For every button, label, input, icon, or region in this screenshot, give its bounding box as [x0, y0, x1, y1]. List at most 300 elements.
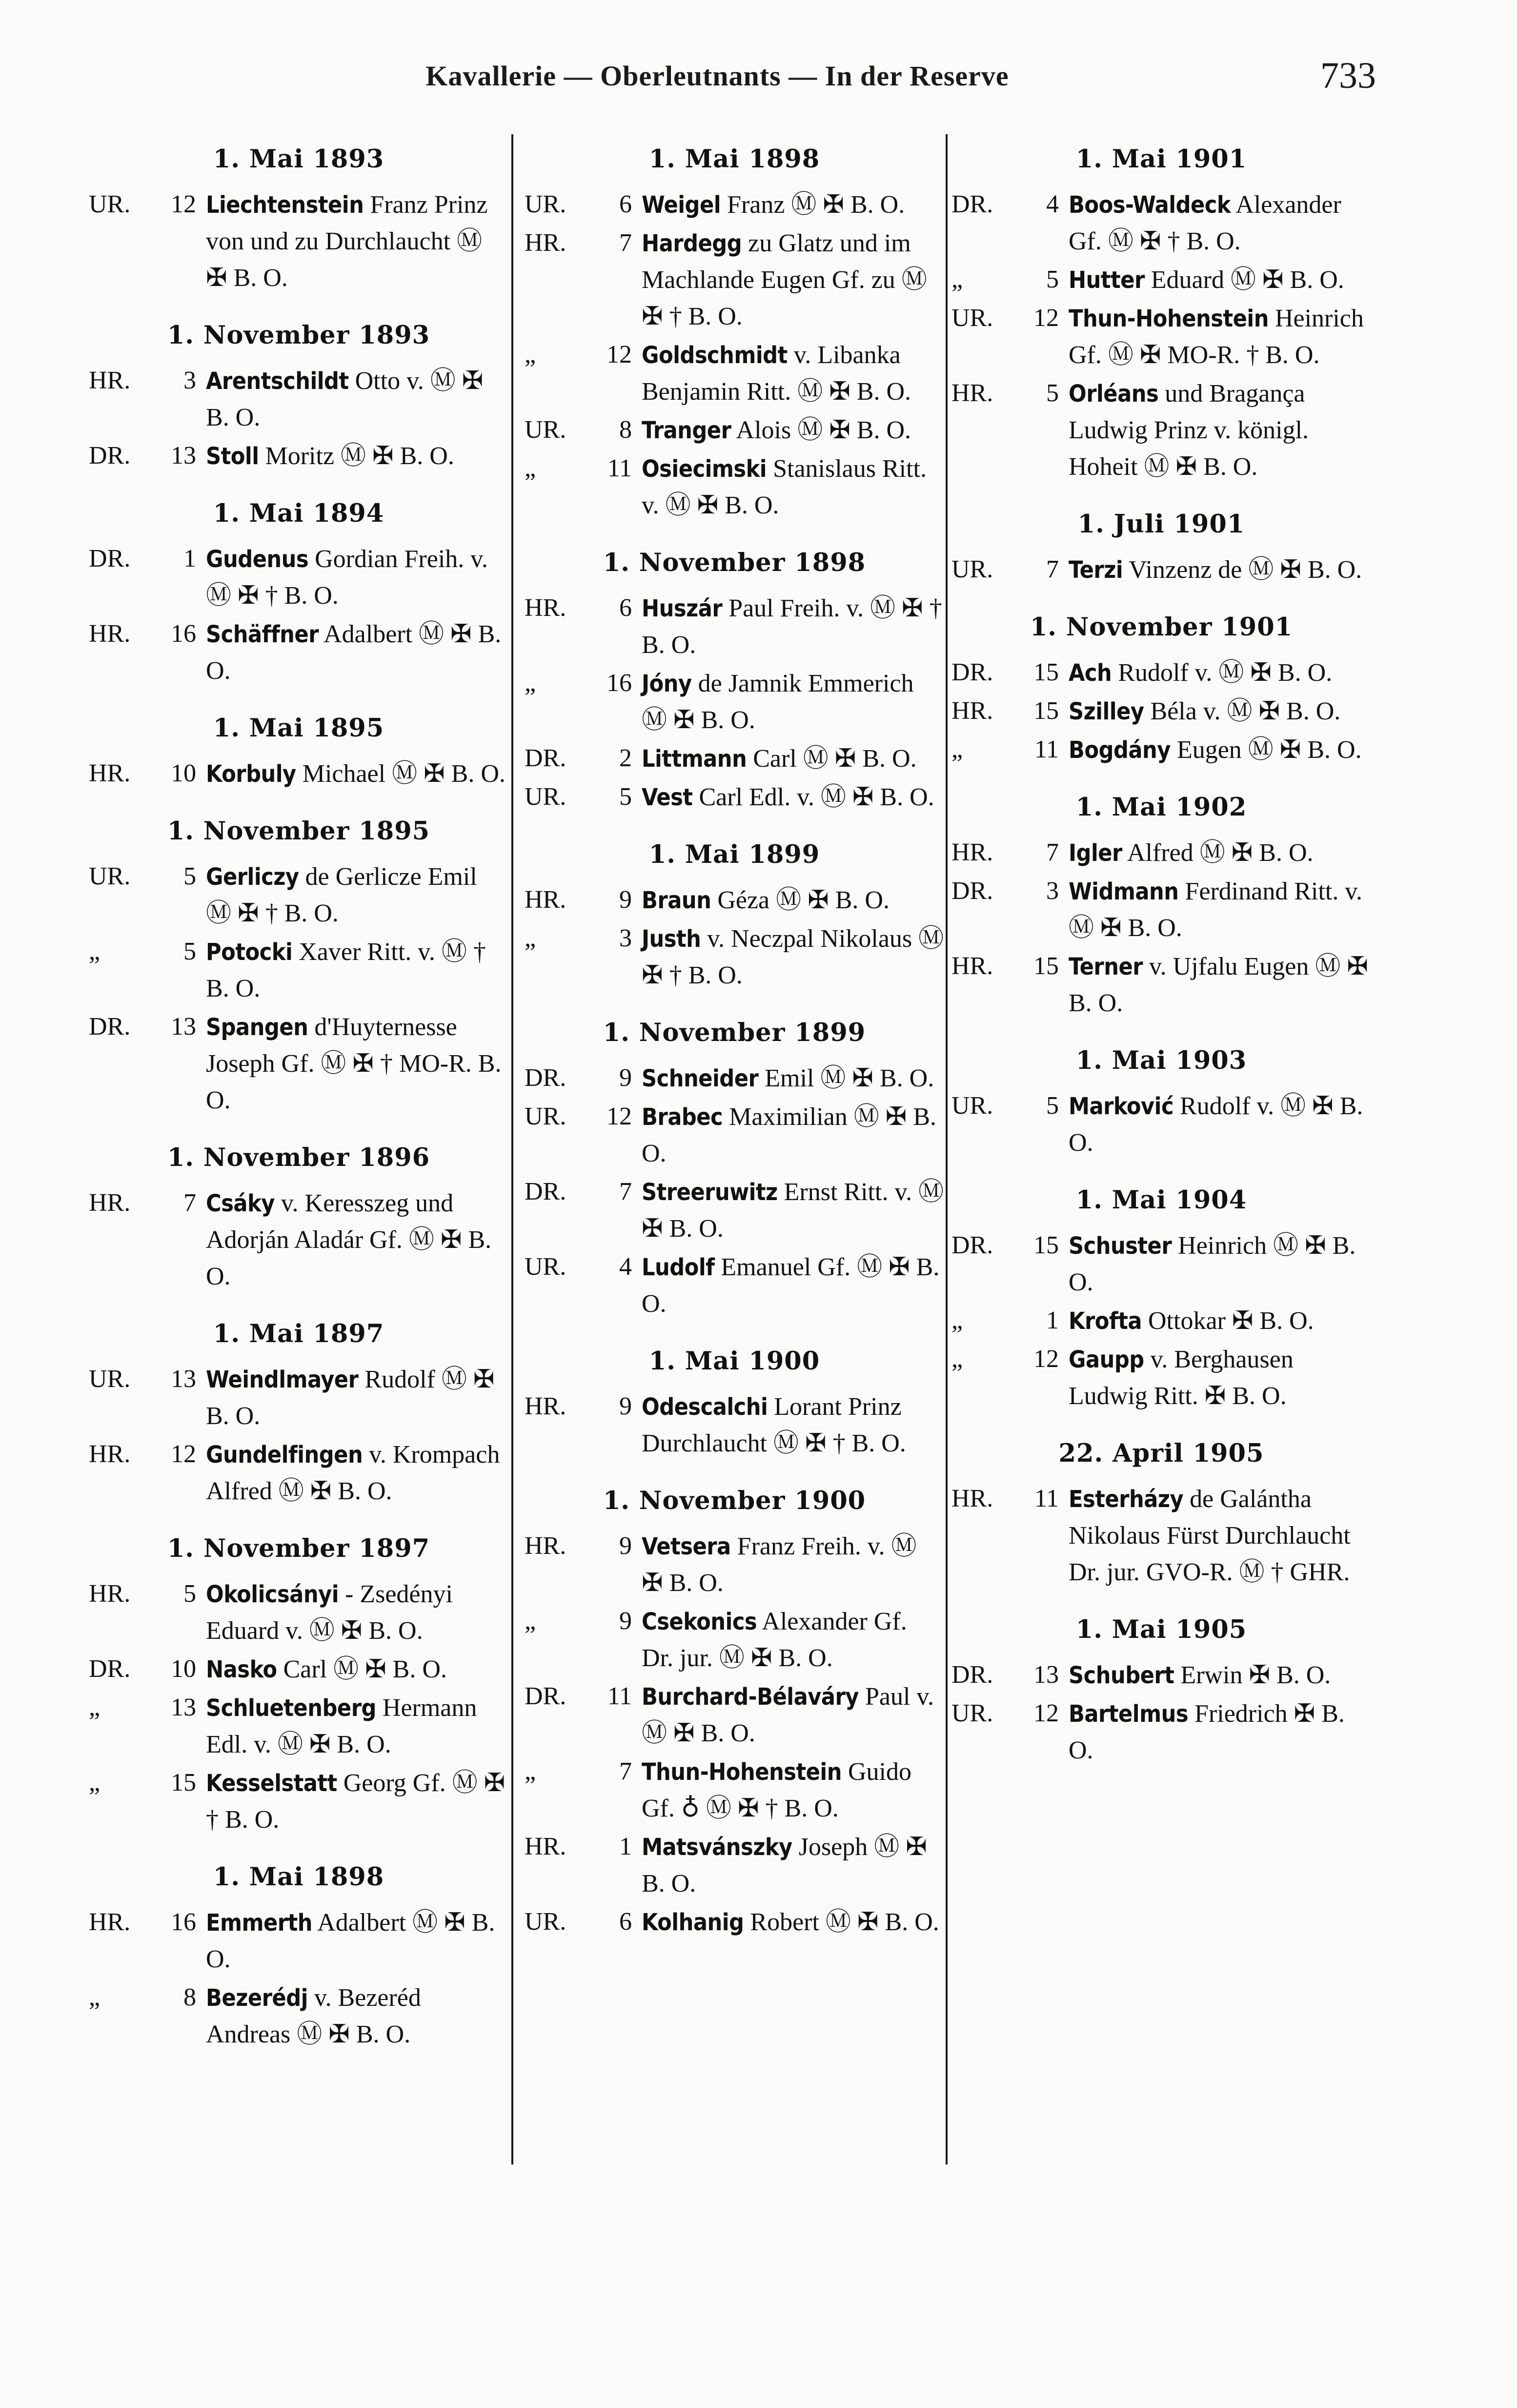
officer-surname: Potocki	[206, 939, 293, 966]
page-header-title: Kavallerie — Oberleutnants — In der Reserve	[425, 60, 1009, 92]
officer-entry	[525, 1904, 944, 1940]
regiment-type: DR.	[951, 1231, 993, 1259]
regiment-type: HR.	[89, 1440, 131, 1468]
regiment-number: 7	[619, 1178, 632, 1205]
regiment-number: 16	[607, 669, 632, 697]
date-heading: 1. Mai 1902	[1075, 793, 1247, 822]
regiment-type: HR.	[951, 379, 993, 407]
entry-body	[206, 367, 483, 431]
officer-surname: Thun-Hohenstein	[1069, 305, 1269, 332]
regiment-type: UR.	[951, 1092, 993, 1120]
officer-surname: Hardegg	[642, 230, 742, 257]
date-heading: 1. Mai 1898	[648, 144, 820, 174]
date-heading: 1. Mai 1895	[213, 714, 384, 743]
regiment-number: 12	[607, 1102, 632, 1130]
officer-entry	[525, 1060, 944, 1097]
officer-surname: Schäffner	[206, 621, 319, 648]
officer-surname: Schuster	[1069, 1232, 1172, 1260]
regiment-number: 9	[619, 1532, 632, 1560]
officer-surname: Gerliczy	[206, 863, 299, 891]
date-heading: 1. November 1898	[603, 548, 866, 577]
entry-body	[206, 1366, 494, 1430]
entry-body	[642, 341, 911, 406]
entry-body	[206, 760, 506, 788]
officer-entry	[525, 1388, 944, 1462]
officer-surname: Kolhanig	[642, 1909, 744, 1936]
officer-entry	[525, 225, 944, 335]
officer-details: Otto v. Ⓜ ✠ B. O.	[206, 367, 484, 431]
entry-body	[642, 1064, 934, 1092]
regiment-type: DR.	[951, 190, 993, 218]
entry-body	[642, 594, 942, 659]
entry-body	[642, 745, 917, 773]
entry-body	[1069, 839, 1314, 867]
regiment-number: 1	[183, 545, 196, 572]
section-gap	[89, 1121, 508, 1140]
regiment-type: „	[89, 938, 101, 965]
entry-body	[642, 416, 911, 444]
officer-details: Paul Freih. v. Ⓜ ✠ † B. O.	[642, 594, 942, 659]
officer-entry	[525, 1678, 944, 1752]
regiment-number: 12	[607, 341, 632, 368]
officer-details: Heinrich Ⓜ ✠ B. O.	[1069, 1232, 1356, 1296]
officer-surname: Odescalchi	[642, 1393, 768, 1421]
date-heading: 1. November 1896	[167, 1143, 430, 1172]
entry-body	[642, 1908, 939, 1936]
regiment-number: 15	[1033, 1231, 1059, 1259]
regiment-type: „	[525, 1757, 536, 1785]
officer-surname: Gaupp	[1069, 1346, 1144, 1373]
officer-entry	[951, 186, 1371, 260]
regiment-number: 12	[171, 1440, 196, 1468]
officer-details: Carl Ⓜ ✠ B. O.	[283, 1655, 447, 1683]
entry-body	[642, 1608, 907, 1672]
officer-entry	[951, 693, 1371, 730]
officer-entry	[89, 1576, 508, 1649]
officer-surname: Littmann	[642, 745, 747, 773]
officer-entry	[89, 1185, 508, 1295]
officer-entry	[89, 186, 508, 296]
regiment-type: UR.	[525, 1908, 566, 1936]
officer-details: - Zsedényi Eduard v. Ⓜ ✠ B. O.	[206, 1580, 453, 1645]
column-2	[525, 142, 944, 1942]
entry-body	[642, 191, 905, 219]
section-gap	[89, 476, 508, 496]
regiment-type: HR.	[89, 1189, 131, 1217]
officer-surname: Szilley	[1069, 698, 1144, 725]
regiment-type: HR.	[89, 1580, 131, 1608]
regiment-number: 6	[619, 594, 632, 622]
officer-details: Alexander Gf. Ⓜ ✠ † B. O.	[1069, 191, 1341, 255]
section-gap	[89, 298, 508, 318]
officer-entry	[525, 779, 944, 816]
officer-details: de Gerlicze Emil Ⓜ ✠ † B. O.	[206, 863, 477, 927]
officer-details: Carl Edl. v. Ⓜ ✠ B. O.	[699, 783, 934, 811]
entry-body	[206, 1984, 421, 2048]
officer-details: Rudolf v. Ⓜ ✠ B. O.	[1069, 1092, 1363, 1157]
entry-body	[642, 229, 927, 330]
regiment-number: 9	[619, 886, 632, 914]
officer-details: Eduard Ⓜ ✠ B. O.	[1151, 266, 1344, 294]
date-heading: 1. Juli 1901	[1077, 510, 1245, 539]
section-gap	[89, 1511, 508, 1531]
regiment-number: 3	[619, 924, 632, 952]
entry-body	[206, 620, 501, 685]
officer-details: v. Bezeréd Andreas Ⓜ ✠ B. O.	[206, 1984, 421, 2048]
section-gap	[89, 794, 508, 814]
regiment-type: HR.	[525, 594, 566, 622]
regiment-type: UR.	[525, 1102, 566, 1130]
officer-details: v. Libanka Benjamin Ritt. Ⓜ ✠ B. O.	[642, 341, 911, 406]
officer-surname: Brabec	[642, 1103, 723, 1131]
date-heading: 1. Mai 1905	[1075, 1615, 1247, 1644]
officer-entry	[525, 1829, 944, 1902]
regiment-number: 13	[1033, 1661, 1059, 1689]
officer-surname: Thun-Hohenstein	[642, 1758, 842, 1786]
officer-entry	[951, 1088, 1371, 1161]
officer-surname: Okolicsányi	[206, 1581, 339, 1608]
regiment-type: „	[89, 1983, 101, 2011]
regiment-number: 13	[171, 1365, 196, 1393]
officer-details: Béla v. Ⓜ ✠ B. O.	[1150, 697, 1341, 725]
entry-body	[1069, 1346, 1294, 1410]
regiment-type: UR.	[89, 1365, 131, 1393]
officer-entry	[89, 1651, 508, 1688]
entry-body	[206, 1580, 453, 1645]
officer-details: de Galántha Nikolaus Fürst Durchlaucht Dr. jur. GVO-R. Ⓜ † GHR.	[1069, 1485, 1351, 1586]
regiment-number: 11	[607, 1682, 632, 1710]
regiment-number: 2	[619, 744, 632, 772]
officer-entry	[951, 1227, 1371, 1301]
officer-entry	[951, 1657, 1371, 1694]
regiment-number: 11	[1034, 1485, 1059, 1512]
regiment-number: 3	[183, 367, 196, 394]
officer-details: Ernst Ritt. v. Ⓜ ✠ B. O.	[642, 1178, 944, 1243]
entry-body	[206, 938, 486, 1002]
regiment-type: UR.	[89, 190, 131, 218]
entry-body	[1069, 191, 1341, 255]
entry-body	[206, 1769, 505, 1834]
date-heading: 1. Mai 1901	[1075, 144, 1247, 174]
regiment-type: HR.	[951, 1485, 993, 1512]
entry-body	[1069, 556, 1362, 584]
officer-details: Xaver Ritt. v. Ⓜ † B. O.	[206, 938, 486, 1002]
officer-surname: Bartelmus	[1069, 1700, 1189, 1728]
regiment-number: 12	[1033, 1699, 1059, 1727]
column-divider	[511, 134, 513, 2164]
entry-body	[642, 783, 934, 811]
officer-surname: Emmerth	[206, 1909, 313, 1937]
regiment-type: „	[525, 924, 536, 952]
officer-details: Georg Gf. Ⓜ ✠ † B. O.	[206, 1769, 506, 1834]
officer-entry	[951, 262, 1371, 298]
section-gap	[951, 590, 1371, 610]
entry-body	[642, 1253, 939, 1318]
officer-entry	[525, 1754, 944, 1827]
regiment-type: DR.	[525, 1178, 566, 1205]
entry-body	[642, 886, 890, 914]
regiment-number: 12	[171, 190, 196, 218]
officer-surname: Gundelfingen	[206, 1441, 363, 1469]
regiment-number: 11	[607, 454, 632, 482]
entry-body	[642, 1833, 927, 1898]
entry-body	[1069, 1092, 1363, 1157]
officer-details: v. Keresszeg und Adorján Aladár Gf. Ⓜ ✠ B. O.	[206, 1189, 492, 1290]
officer-entry	[525, 920, 944, 994]
regiment-type: UR.	[89, 862, 131, 890]
entry-body	[206, 1441, 500, 1505]
officer-entry	[525, 186, 944, 223]
date-heading: 1. Mai 1898	[213, 1862, 384, 1892]
entry-body	[642, 1178, 944, 1243]
date-heading: 1. Mai 1900	[648, 1347, 820, 1376]
officer-entry	[525, 882, 944, 918]
officer-details: und Bragança Ludwig Prinz v. königl. Hoheit Ⓜ ✠ B. O.	[1069, 380, 1309, 481]
entry-body	[642, 1683, 934, 1747]
officer-details: Hermann Edl. v. Ⓜ ✠ B. O.	[206, 1694, 477, 1758]
date-heading: 1. November 1897	[167, 1534, 430, 1563]
officer-surname: Esterházy	[1069, 1486, 1184, 1513]
entry-body	[1069, 266, 1344, 294]
date-heading: 1. Mai 1899	[648, 840, 820, 869]
regiment-number: 5	[183, 862, 196, 890]
regiment-type: UR.	[525, 1253, 566, 1281]
officer-surname: Gudenus	[206, 546, 309, 573]
entry-body	[206, 1655, 447, 1683]
date-heading: 1. Mai 1893	[213, 144, 384, 174]
regiment-type: HR.	[525, 229, 566, 257]
officer-details: v. Ujfalu Eugen Ⓜ ✠ B. O.	[1069, 953, 1368, 1017]
regiment-number: 7	[183, 1189, 196, 1217]
section-gap	[951, 487, 1371, 507]
officer-entry	[951, 1695, 1371, 1769]
entry-body	[1069, 953, 1368, 1017]
regiment-type: HR.	[951, 952, 993, 980]
officer-entry	[525, 590, 944, 663]
entry-body	[642, 1393, 906, 1457]
officer-details: Lorant Prinz Durchlaucht Ⓜ ✠ † B. O.	[642, 1393, 906, 1457]
regiment-number: 9	[619, 1064, 632, 1092]
regiment-type: UR.	[951, 1699, 993, 1727]
officer-entry	[951, 948, 1371, 1021]
regiment-type: HR.	[89, 759, 131, 787]
officer-surname: Vetsera	[642, 1533, 731, 1560]
officer-details: Adalbert Ⓜ ✠ B. O.	[206, 620, 502, 685]
section-gap	[89, 691, 508, 711]
officer-details: Friedrich ✠ B. O.	[1069, 1700, 1345, 1764]
regiment-number: 10	[171, 759, 196, 787]
officer-surname: Krofta	[1069, 1307, 1142, 1335]
officer-surname: Kesselstatt	[206, 1770, 337, 1797]
regiment-type: HR.	[89, 367, 131, 394]
officer-surname: Csekonics	[642, 1608, 757, 1635]
officer-surname: Vest	[642, 784, 693, 811]
regiment-type: DR.	[89, 545, 131, 572]
officer-details: Michael Ⓜ ✠ B. O.	[302, 760, 506, 788]
officer-surname: Jóny	[642, 670, 692, 697]
regiment-type: DR.	[89, 442, 131, 469]
officer-surname: Braun	[642, 887, 711, 914]
officer-entry	[89, 1361, 508, 1434]
officer-details: Vinzenz de Ⓜ ✠ B. O.	[1129, 556, 1362, 584]
regiment-number: 15	[171, 1769, 196, 1796]
regiment-type: „	[89, 1769, 101, 1796]
officer-entry	[89, 1690, 508, 1763]
officer-details: Joseph Ⓜ ✠ B. O.	[642, 1833, 927, 1898]
officer-entry	[89, 541, 508, 614]
officer-surname: Osiecimski	[642, 455, 767, 483]
regiment-type: „	[951, 1306, 963, 1334]
section-gap	[525, 1324, 944, 1344]
section-gap	[951, 1023, 1371, 1043]
entry-body	[206, 545, 488, 610]
date-heading: 22. April 1905	[1058, 1439, 1264, 1468]
officer-details: Moritz Ⓜ ✠ B. O.	[265, 442, 454, 470]
officer-entry	[525, 740, 944, 777]
officer-surname: Korbuly	[206, 760, 296, 788]
officer-details: v. Neczpal Nikolaus Ⓜ ✠ † B. O.	[642, 925, 944, 989]
regiment-type: DR.	[951, 658, 993, 686]
date-heading: 1. Mai 1897	[213, 1319, 384, 1348]
officer-surname: Weigel	[642, 191, 721, 219]
regiment-number: 10	[171, 1655, 196, 1683]
regiment-type: DR.	[89, 1013, 131, 1041]
officer-surname: Orléans	[1069, 380, 1159, 408]
regiment-number: 9	[619, 1607, 632, 1635]
officer-details: Maximilian Ⓜ ✠ B. O.	[642, 1103, 937, 1167]
regiment-type: „	[951, 735, 963, 763]
officer-entry	[525, 665, 944, 738]
officer-entry	[89, 858, 508, 932]
officer-entry	[951, 835, 1371, 871]
regiment-number: 6	[619, 1908, 632, 1936]
regiment-number: 11	[1034, 735, 1059, 763]
officer-surname: Csáky	[206, 1190, 275, 1217]
regiment-type: HR.	[951, 838, 993, 866]
officer-entry	[951, 1481, 1371, 1591]
officer-details: Rudolf v. Ⓜ ✠ B. O.	[1118, 659, 1333, 687]
section-gap	[89, 1297, 508, 1316]
regiment-number: 7	[1046, 838, 1059, 866]
officer-details: Géza Ⓜ ✠ B. O.	[717, 886, 890, 914]
officer-entry	[951, 551, 1371, 588]
officer-details: zu Glatz und im Machlande Eugen Gf. zu Ⓜ ✠ † B. O.	[642, 229, 927, 330]
entry-body	[1069, 1232, 1355, 1296]
officer-surname: Huszár	[642, 595, 723, 622]
date-heading: 1. November 1900	[603, 1486, 866, 1515]
regiment-number: 13	[171, 442, 196, 469]
officer-entry	[951, 300, 1371, 373]
regiment-type: UR.	[525, 190, 566, 218]
officer-entry	[89, 1009, 508, 1119]
regiment-number: 8	[619, 416, 632, 444]
officer-entry	[951, 732, 1371, 768]
date-heading: 1. November 1901	[1030, 612, 1293, 642]
officer-surname: Bezerédj	[206, 1984, 308, 2012]
entry-body	[1069, 1661, 1331, 1689]
regiment-type: „	[525, 1607, 536, 1635]
regiment-number: 7	[619, 229, 632, 257]
officer-details: Erwin ✠ B. O.	[1180, 1661, 1331, 1689]
officer-entry	[525, 1603, 944, 1676]
officer-surname: Burchard-Bélaváry	[642, 1683, 859, 1711]
regiment-number: 15	[1033, 952, 1059, 980]
regiment-type: UR.	[525, 783, 566, 811]
regiment-type: DR.	[951, 1661, 993, 1689]
officer-details: Alfred Ⓜ ✠ B. O.	[1127, 839, 1314, 867]
officer-surname: Boos-Waldeck	[1069, 191, 1231, 219]
entry-body	[206, 863, 477, 927]
entry-body	[206, 1013, 501, 1114]
regiment-number: 7	[1046, 555, 1059, 583]
officer-details: Franz Freih. v. Ⓜ ✠ B. O.	[642, 1532, 917, 1597]
officer-entry	[525, 337, 944, 410]
regiment-type: DR.	[951, 877, 993, 905]
officer-entry	[525, 1249, 944, 1322]
regiment-number: 1	[619, 1833, 632, 1860]
entry-body	[642, 1103, 936, 1167]
officer-details: Franz Prinz von und zu Durchlaucht Ⓜ ✠ B. O.	[206, 191, 488, 292]
date-heading: 1. Mai 1903	[1075, 1046, 1247, 1075]
regiment-number: 5	[1046, 379, 1059, 407]
officer-details: Emanuel Gf. Ⓜ ✠ B. O.	[642, 1253, 940, 1318]
regiment-type: „	[525, 669, 536, 697]
regiment-type: „	[951, 265, 963, 293]
officer-surname: Stoll	[206, 443, 259, 470]
officer-entry	[951, 654, 1371, 691]
officer-surname: Nasko	[206, 1656, 277, 1683]
officer-surname: Igler	[1069, 839, 1122, 867]
officer-details: Ferdinand Ritt. v. Ⓜ ✠ B. O.	[1069, 877, 1362, 942]
officer-surname: Schubert	[1069, 1662, 1174, 1689]
regiment-type: DR.	[525, 1064, 566, 1092]
officer-entry	[525, 450, 944, 524]
regiment-number: 1	[1046, 1306, 1059, 1334]
regiment-number: 15	[1033, 658, 1059, 686]
entry-body	[1069, 1700, 1345, 1764]
regiment-number: 15	[1033, 697, 1059, 725]
section-gap	[951, 1592, 1371, 1612]
regiment-number: 5	[183, 938, 196, 965]
regiment-number: 3	[1046, 877, 1059, 905]
officer-surname: Ludolf	[642, 1254, 715, 1281]
officer-entry	[525, 412, 944, 449]
regiment-number: 12	[1033, 1345, 1059, 1373]
regiment-number: 13	[171, 1013, 196, 1041]
regiment-number: 6	[619, 190, 632, 218]
entry-body	[642, 925, 944, 989]
section-gap	[951, 770, 1371, 790]
entry-body	[642, 1532, 916, 1597]
regiment-type: HR.	[525, 1392, 566, 1420]
officer-details: Alois Ⓜ ✠ B. O.	[736, 416, 911, 444]
date-heading: 1. November 1893	[167, 321, 430, 350]
regiment-number: 16	[171, 620, 196, 648]
officer-details: Heinrich Gf. Ⓜ ✠ MO-R. † B. O.	[1069, 305, 1364, 369]
section-gap	[951, 1416, 1371, 1436]
officer-details: Robert Ⓜ ✠ B. O.	[750, 1908, 939, 1936]
entry-body	[642, 1758, 911, 1822]
regiment-type: HR.	[89, 1908, 131, 1936]
regiment-type: UR.	[951, 555, 993, 583]
officer-entry	[89, 1979, 508, 2053]
section-gap	[525, 526, 944, 545]
officer-details: Rudolf Ⓜ ✠ B. O.	[206, 1366, 495, 1430]
regiment-type: DR.	[525, 744, 566, 772]
officer-surname: Tranger	[642, 417, 731, 444]
regiment-number: 12	[1033, 304, 1059, 332]
column-divider	[946, 134, 948, 2164]
